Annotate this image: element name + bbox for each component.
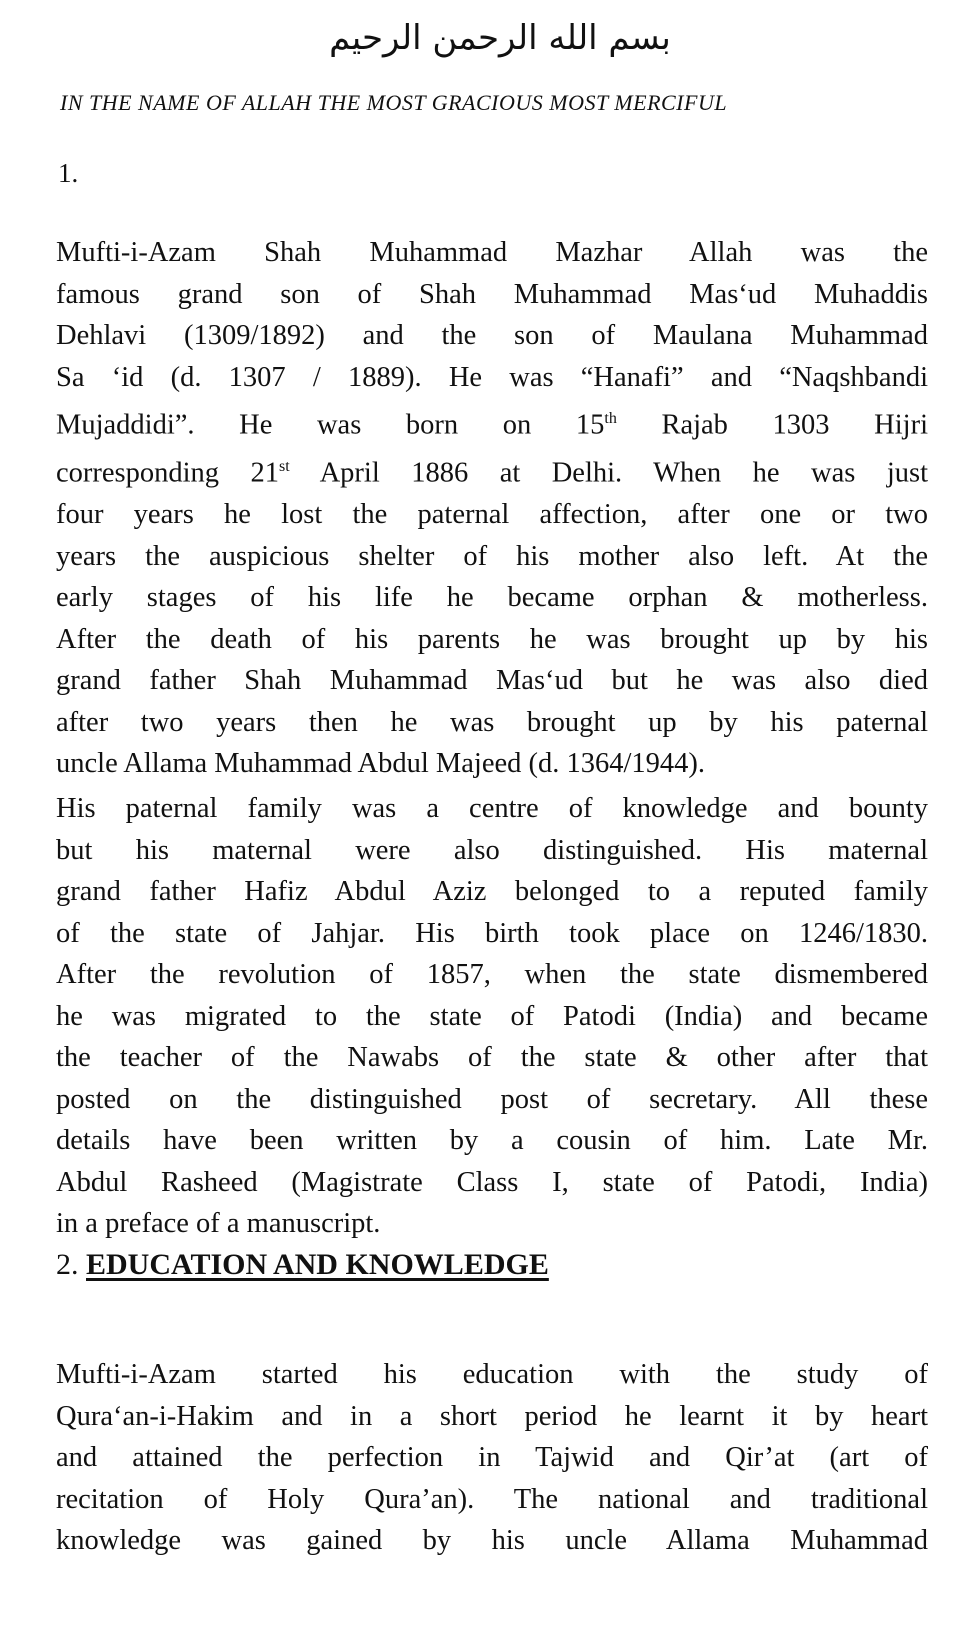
section-1-number: 1. bbox=[58, 158, 79, 188]
text-line: Mufti-i-Azam started his education with the study of bbox=[56, 1359, 928, 1390]
section-2-number: 2. bbox=[56, 1248, 79, 1281]
text-line: years the auspicious shelter of his mother also left. At the bbox=[56, 540, 928, 572]
section-2-paragraph-1 bbox=[56, 1354, 928, 1562]
text-line: uncle Allama Muhammad Abdul Majeed (d. 1364/1944). bbox=[56, 748, 706, 779]
text-line: of the state of Jahjar. His birth took place on 1246/1830. bbox=[56, 917, 928, 949]
text-line: Mufti-i-Azam Shah Muhammad Mazhar Allah was the bbox=[56, 237, 928, 268]
section-1-paragraph-2 bbox=[56, 788, 928, 1245]
ordinal-suffix: st bbox=[279, 458, 290, 475]
section-2-title: EDUCATION AND KNOWLEDGE bbox=[86, 1248, 549, 1281]
text-line: His paternal family was a centre of knowledge and bounty bbox=[56, 793, 928, 824]
invocation-heading: IN THE NAME OF ALLAH THE MOST GRACIOUS MOST MERCIFUL bbox=[60, 90, 728, 115]
text-line: posted on the distinguished post of secretary. All these bbox=[56, 1083, 928, 1115]
text-line: Dehlavi (1309/1892) and the son of Maulana Muhammad bbox=[56, 320, 928, 351]
text-line: and attained the perfection in Tajwid and Qir’at (art of bbox=[56, 1442, 928, 1473]
text-line: famous grand son of Shah Muhammad Mas‘ud Muhaddis bbox=[56, 278, 928, 310]
text-line: after two years then he was brought up by his paternal bbox=[56, 706, 928, 738]
text-line: Mujaddidi”. He was born on 15th Rajab 1303 Hijri bbox=[56, 409, 928, 441]
text-line: early stages of his life he became orphan & motherless. bbox=[56, 582, 928, 613]
text-line: he was migrated to the state of Patodi (India) and became bbox=[56, 1000, 928, 1032]
text-line: knowledge was gained by his uncle Allama Muhammad bbox=[56, 1525, 928, 1556]
bismillah-text: بسم الله الرحمن الرحيم bbox=[329, 18, 671, 58]
text-line: details have been written by a cousin of him. Late Mr. bbox=[56, 1125, 928, 1156]
text-line: Qura‘an-i-Hakim and in a short period he learnt it by heart bbox=[56, 1400, 928, 1432]
ordinal-suffix: th bbox=[604, 410, 617, 427]
section-1-paragraph-1 bbox=[56, 232, 928, 785]
text-line: After the revolution of 1857, when the state dismembered bbox=[56, 959, 928, 990]
text-line: corresponding 21st April 1886 at Delhi. When he was just bbox=[56, 457, 928, 489]
text-line: grand father Shah Muhammad Mas‘ud but he was also died bbox=[56, 665, 928, 696]
text-line: grand father Hafiz Abdul Aziz belonged to a reputed family bbox=[56, 876, 928, 907]
text-line: Abdul Rasheed (Magistrate Class I, state of Patodi, India) bbox=[56, 1166, 928, 1198]
text-line: the teacher of the Nawabs of the state & other after that bbox=[56, 1042, 928, 1073]
text-line: four years he lost the paternal affection, after one or two bbox=[56, 499, 928, 530]
section-2-heading bbox=[56, 1248, 549, 1282]
text-line: Sa ‘id (d. 1307 / 1889). He was “Hanafi” and “Naqshbandi bbox=[56, 361, 928, 393]
text-line: but his maternal were also distinguished. His maternal bbox=[56, 834, 928, 866]
text-line: recitation of Holy Qura’an). The national and traditional bbox=[56, 1483, 928, 1515]
text-line: After the death of his parents he was brought up by his bbox=[56, 623, 928, 655]
text-line: in a preface of a manuscript. bbox=[56, 1208, 381, 1239]
